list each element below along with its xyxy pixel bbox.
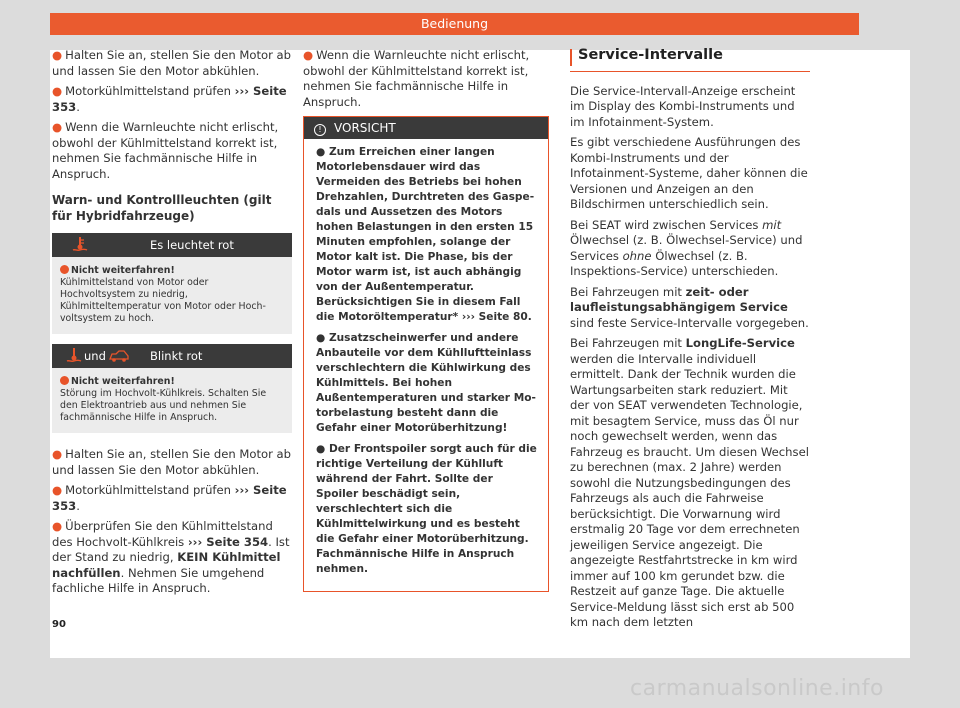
paragraph-text: . Ist der Stand zu niedrig,	[52, 534, 290, 564]
warning-text: Nicht weiterfahren!	[71, 265, 175, 276]
paragraph-text: Ölwechsel (z. B. Ölwechsel-Service) und Services	[570, 233, 803, 263]
caution-item	[316, 145, 538, 325]
warning-description: Kühlmittelstand von Motor oder Hochvoltsystem zu niedrig, Kühlmitteltemperatur von Motor oder Hochvoltsystem zu hoch.	[60, 277, 266, 324]
and-label: und	[84, 349, 106, 363]
section-header: Bedienung	[50, 13, 859, 35]
section-title: Service-Intervalle	[570, 48, 810, 72]
bullet-icon: ●	[52, 447, 63, 461]
column-right	[570, 48, 810, 636]
bullet-paragraph: ● Motorkühlmittelstand prüfen ››› Seite 353.	[52, 483, 287, 513]
page-reference-link[interactable]: ››› Seite 354	[187, 534, 269, 549]
caution-header	[304, 117, 548, 139]
bullet-icon: ●	[303, 48, 314, 62]
warning-lamp-box	[52, 233, 292, 334]
paragraph-text: werden die Intervalle individuell ermittelt. Dank der Technik wurden die Wartungsarbeiten stark reduziert. Mit der von SEAT verwendeten Technologie, mit besagtem Service, muss das Öl nur noch gewechselt werden, wenn das Fahrzeug es braucht. Um diesen Wechsel zu berechnen (max. 2 Jahre) werden sowohl die Nutzungsbedingungen des Fahrzeugs als auch die Fahrweise berücksichtigt. Die Vorwarnung wird erstmalig 20 Tage vor dem errechneten jeweiligen Service angezeigt. Die angezeigte Restfahrtstrecke in km wird immer auf 100 km gerundet bzw. die Restzeit auf ganze Tage. Die aktuelle Service-Meldung lässt sich erst ab 500 km nach dem letzten	[570, 351, 809, 629]
caution-item	[316, 442, 538, 577]
stop-icon	[60, 376, 69, 385]
caution-text: Zusatzscheinwerfer und andere Anbauteile vor dem Kühlluftteinlass verschlechtern die Kühlwirkung des Kühlmittels. Bei hohen Außentemperaturen und starker Motorbelastung besteht dann die Gefahr einer Motorüberhitzung!	[316, 332, 536, 434]
warning-description: Störung im Hochvolt-Kühlkreis. Schalten Sie den Elektroantrieb aus und nehmen Sie fachmännische Hilfe in Anspruch.	[60, 388, 267, 423]
paragraph-text: . Nehmen Sie umgehend fachliche Hilfe in Anspruch.	[52, 565, 265, 595]
coolant-temperature-icon	[72, 236, 88, 260]
bullet-paragraph	[303, 48, 549, 110]
paragraph-text: sind feste Service-Intervalle vorgegeben.	[570, 315, 809, 330]
bullet-icon: ●	[316, 443, 329, 455]
lamp-state-title: Es leuchtet rot	[150, 238, 234, 252]
warning-text: Nicht weiterfahren!	[71, 376, 175, 387]
column-left	[52, 48, 292, 602]
lamp-state-title: Blinkt rot	[150, 349, 203, 363]
subheading: Warn- und Kontrollleuchten (gilt für Hybridfahrzeuge)	[52, 193, 272, 223]
page-number: 90	[52, 619, 66, 630]
emphasis-text: KEIN Kühlmittel nachfüllen	[52, 550, 281, 580]
bullet-icon: ●	[52, 519, 63, 533]
caution-item	[316, 331, 538, 436]
bullet-paragraph	[52, 519, 292, 597]
paragraph-text: Bei Fahrzeugen mit	[570, 284, 682, 299]
caution-title: VORSICHT	[334, 121, 396, 135]
caution-text: Zum Erreichen einer langen Motorlebensdauer wird das Vermeiden des Betriebs bei hohen Drehzahlen, Durchtreten des Gaspedals und Aussetzen des Motors hohen Belastungen in den ersten 15 Minuten empfohlen, solange der Motor kalt ist. Die Phase, bis der Motor warm ist, ist auch abhängig von der Außentemperatur. Berücksichtigen Sie in diesem Fall die Motoröltemperatur*	[316, 146, 535, 323]
column-middle	[303, 48, 549, 592]
italic-text: mit	[762, 217, 782, 232]
paragraph-text: Die Service-Intervall-Anzeige erscheint im Display des Kombi-Instruments und im Infotainment-System.	[570, 83, 796, 129]
bullet-icon: ●	[316, 332, 329, 344]
bullet-paragraph	[52, 48, 292, 79]
coolant-temperature-icon	[66, 347, 82, 371]
page-reference-link[interactable]: ››› Seite 353	[52, 84, 287, 114]
bullet-icon: ●	[52, 48, 63, 62]
warning-lamp-body	[52, 257, 292, 334]
bullet-paragraph	[52, 447, 292, 478]
page-reference-link[interactable]: ››› Seite 353	[52, 483, 287, 513]
warning-lamp-header	[52, 233, 292, 257]
bullet-icon: ●	[52, 120, 63, 134]
bullet-paragraph	[52, 120, 292, 182]
warning-circle-icon: !	[314, 124, 326, 136]
emphasis-text: LongLife-Service	[685, 336, 795, 350]
paragraph-text: Motorkühlmittelstand prüfen	[65, 84, 231, 98]
warning-lamp-header	[52, 344, 292, 368]
paragraph-text: Bei Fahrzeugen mit	[570, 336, 682, 350]
caution-box	[303, 116, 549, 592]
emphasis-text: zeit- oder laufleistungsabhängigem Service	[570, 284, 788, 314]
paragraph-text: Halten Sie an, stellen Sie den Motor ab und lassen Sie den Motor abkühlen.	[52, 48, 292, 78]
paragraph-text: Motorkühlmittelstand prüfen	[65, 483, 231, 497]
stop-icon	[60, 265, 69, 274]
warning-lamp-body	[52, 368, 292, 433]
paragraph-text: Wenn die Warnleuchte nicht erlischt, obwohl der Kühlmittelstand korrekt ist, nehmen Sie fachmännische Hilfe in Anspruch.	[303, 48, 530, 109]
bullet-paragraph: ● Motorkühlmittelstand prüfen ››› Seite 353.	[52, 84, 287, 114]
paragraph-text: Es gibt verschiedene Ausführungen des Kombi-Instruments und der Infotainment-Systeme, daher können die Versionen und Anzeigen an den Bildschirmen unterschiedlich sein.	[570, 135, 808, 211]
paragraph-text: Ölwechsel (z. B. Inspektions-Service) unterschieden.	[570, 248, 779, 278]
warning-lamp-box	[52, 344, 292, 433]
watermark: carmanualsonline.info	[630, 676, 884, 701]
bullet-icon: ●	[52, 84, 63, 98]
paragraph-text: Bei SEAT wird zwischen Services	[570, 217, 759, 232]
paragraph-text: Wenn die Warnleuchte nicht erlischt, obwohl der Kühlmittelstand korrekt ist, nehmen Sie fachmännische Hilfe in Anspruch.	[52, 120, 279, 181]
caution-text: Der Frontspoiler sorgt auch für die richtige Verteilung der Kühlluft während der Fahrt. Sollte der Spoiler beschädigt sein, verschlechtert sich die Kühlmittelwirkung und es besteht die Gefahr einer Motorüberhitzung. Fachmännische Hilfe in Anspruch nehmen.	[316, 443, 537, 575]
paragraph	[570, 336, 810, 631]
paragraph	[570, 285, 810, 332]
paragraph-text: Überprüfen Sie den Kühlmittelstand des Hochvolt-Kühlkreis	[52, 519, 273, 549]
paragraph-text: Halten Sie an, stellen Sie den Motor ab und lassen Sie den Motor abkühlen.	[52, 447, 292, 477]
caution-body	[304, 139, 548, 591]
page-reference-link[interactable]: ››› Seite 80.	[461, 311, 532, 323]
bullet-icon: ●	[316, 146, 329, 158]
paragraph	[570, 218, 810, 280]
car-hybrid-icon	[108, 348, 130, 372]
italic-text: ohne	[622, 248, 652, 263]
bullet-icon: ●	[52, 483, 63, 497]
